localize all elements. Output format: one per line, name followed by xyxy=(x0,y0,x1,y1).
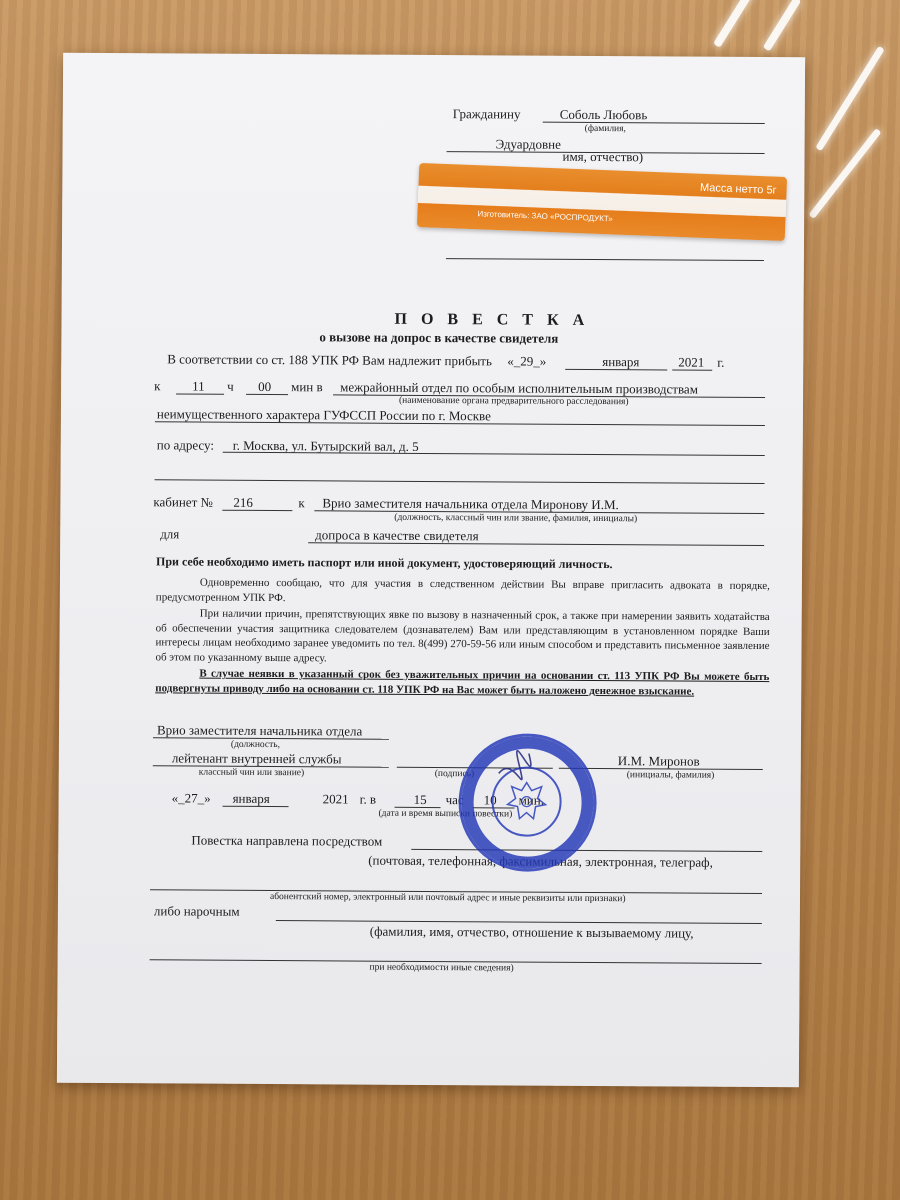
time-min-label: мин в xyxy=(291,379,323,395)
address-label: по адресу: xyxy=(156,437,215,453)
signer-name: И.М. Миронов xyxy=(617,753,700,769)
official-hint: (должность, классный чин или звание, фамилия, инициалы) xyxy=(394,512,638,525)
underline xyxy=(565,369,667,371)
paragraph-penalty: В случае неявки в указанный срок без уважительных причин на основании ст. 113 УПК РФ Вы можете быть подвергнуты приводу либо на основании ст. 118 УПК РФ на Вас может быть наложено денежное взыскание. xyxy=(155,667,770,698)
signature-hint: (подпись) xyxy=(434,769,475,780)
sent-hint-2: абонентский номер, электронный или почтовый адрес и иные реквизиты или признаки) xyxy=(269,892,626,905)
underline xyxy=(446,258,764,261)
signer-rank: лейтенант внутренней службы xyxy=(171,750,342,767)
cabinet-label: кабинет № xyxy=(153,494,213,510)
signer-name-hint: (инициалы, фамилия) xyxy=(626,770,715,781)
organ-hint: (наименование органа предварительного расследования) xyxy=(399,395,629,408)
underline xyxy=(246,394,288,395)
addressee-name-hint: имя, отчество) xyxy=(562,148,644,165)
issue-year: 2021 xyxy=(322,791,349,807)
time-hour: 11 xyxy=(192,378,205,394)
document-subtitle: о вызове на допрос в качестве свидетеля xyxy=(319,329,559,346)
addressee-label: Гражданину xyxy=(452,106,521,122)
light-stripe xyxy=(713,0,757,48)
issue-h: час xyxy=(445,792,464,808)
issue-hint: (дата и время выписки повестки) xyxy=(378,808,513,820)
issue-day: «_27_» xyxy=(171,790,211,806)
seal-signature-scribble xyxy=(458,733,591,866)
organ-line-1: межрайонный отдел по особым исполнительным производствам xyxy=(340,379,699,397)
courier-hint-1: (фамилия, имя, отчество, отношение к вызываемому лицу, xyxy=(369,923,694,941)
cabinet-number: 216 xyxy=(233,494,253,510)
sent-label: Повестка направлена посредством xyxy=(191,832,383,849)
addressee-surname-hint: (фамилия, xyxy=(584,123,626,135)
underline xyxy=(223,806,289,807)
courier-hint-2: при необходимости иные сведения) xyxy=(369,962,514,974)
issue-year-suffix: г. в xyxy=(359,791,377,807)
underline xyxy=(308,542,764,546)
signer-position-hint: (должность, xyxy=(230,739,281,751)
underline xyxy=(155,479,765,484)
to-label: к xyxy=(298,495,305,511)
underline xyxy=(222,510,292,511)
light-stripe xyxy=(763,0,802,52)
underline xyxy=(672,369,712,370)
signer-rank-hint: классный чин или звание) xyxy=(198,767,305,779)
date-day: «_29_» xyxy=(507,353,547,369)
sachet-maker-text: Изготовитель: ЗАО «РОСПРОДУКТ» xyxy=(477,209,613,224)
official-name: Врио заместителя начальника отдела Миронову И.М. xyxy=(322,495,619,513)
paragraph-notice: При наличии причин, препятствующих явке по вызову в назначенный срок, а также при намерении заявить ходатайства об обеспечении участия защитника следователем (дознавателем) Вам или представляющим в установленном порядке Ваши интересы лицам необходимо заранее уведомить по тел. 8(499) 270-59-56 или иным способом и представить письменное заявление об этом по указанному выше адресу. xyxy=(155,607,770,664)
issue-hour: 15 xyxy=(413,791,427,807)
issue-min-label: мин. xyxy=(518,792,545,808)
sent-hint-1: (почтовая, телефонная, факсимильная, электронная, телеграф, xyxy=(368,852,713,870)
time-k: к xyxy=(154,378,161,394)
courier-label: либо нарочным xyxy=(153,903,240,919)
underline xyxy=(276,920,762,924)
issue-min: 10 xyxy=(483,792,497,808)
time-min: 00 xyxy=(258,378,272,395)
signer-position: Врио заместителя начальника отдела xyxy=(156,722,363,739)
purpose-label: для xyxy=(160,526,180,542)
underline xyxy=(223,452,765,456)
underline xyxy=(176,393,224,394)
paragraph-lawyer: Одновременно сообщаю, что для участия в следственном действии Вы вправе пригласить адвоката в порядке, предусмотренном УПК РФ. xyxy=(155,576,770,604)
purpose-value: допроса в качестве свидетеля xyxy=(315,527,479,544)
intro-text: В соответствии со ст. 188 УПК РФ Вам надлежит прибыть xyxy=(167,351,492,369)
addressee-surname: Соболь Любовь xyxy=(559,106,648,123)
passport-note: При себе необходимо иметь паспорт или иной документ, удостоверяющий личность. xyxy=(156,554,613,572)
address-value: г. Москва, ул. Бутырский вал, д. 5 xyxy=(232,437,419,454)
year-suffix: г. xyxy=(717,354,725,370)
issue-month: января xyxy=(232,790,270,807)
underline xyxy=(543,122,765,124)
sachet-weight-text: Масса нетто 5г xyxy=(699,181,777,197)
date-year: 2021 xyxy=(678,354,705,370)
time-h: ч xyxy=(227,378,234,394)
document-title: П О В Е С Т К А xyxy=(394,310,590,329)
date-month: января xyxy=(602,354,640,370)
addressee-patronymic: Эдуардовне xyxy=(495,136,561,152)
organ-line-2: неимущественного характера ГУФССП России по г. Москве xyxy=(156,406,491,424)
official-seal-stamp xyxy=(458,733,597,872)
